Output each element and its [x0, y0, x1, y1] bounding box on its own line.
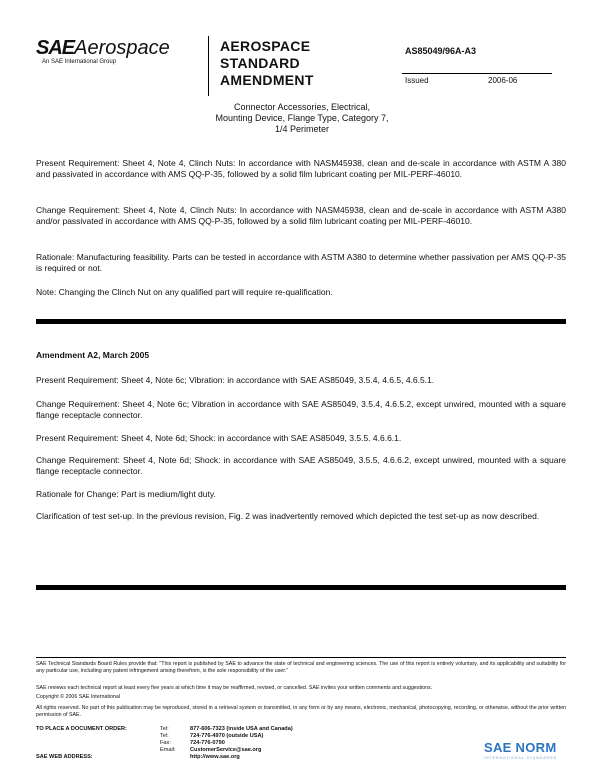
web-label: SAE WEB ADDRESS: — [36, 754, 93, 760]
sae-norm-watermark — [484, 740, 596, 772]
doc-type-line: AMENDMENT — [220, 72, 314, 88]
footer-rule — [36, 657, 566, 658]
title-line: 1/4 Perimeter — [274, 124, 330, 134]
rationale-manufacturing: Rationale: Manufacturing feasibility. Parts can be tested in accordance with ASTM A380 to determine whether passivation per AMS QQ-P-35 is required or not. — [36, 252, 566, 273]
fax-number: 724-776-0790 — [190, 740, 225, 746]
header-divider — [208, 36, 209, 96]
tel-outside-usa: 724-776-4970 (outside USA) — [190, 733, 264, 739]
footer-rights-notice: All rights reserved. No part of this publication may be reproduced, stored in a retrieval system or transmitted, in any form or by any means, electronic, mechanical, photocopying, recording, or otherwise, without the prior written permission of SAE. — [36, 705, 566, 718]
order-label: TO PLACE A DOCUMENT ORDER: — [36, 726, 127, 732]
tel-inside-usa: 877-606-7323 (inside USA and Canada) — [190, 726, 293, 732]
watermark-text: SAE NORM — [484, 740, 557, 755]
amendment-heading: Amendment A2, March 2005 — [36, 350, 150, 360]
title-line: Mounting Device, Flange Type, Category 7, — [215, 113, 389, 123]
document-type — [220, 38, 314, 89]
doc-type-line: AEROSPACE — [220, 38, 311, 54]
web-address[interactable]: http://www.sae.org — [190, 754, 240, 760]
order-contact-table — [36, 726, 293, 761]
email-address[interactable]: CustomerService@sae.org — [190, 747, 262, 753]
logo-brand: SAE — [36, 37, 75, 59]
present-requirement-clinch-nuts: Present Requirement: Sheet 4, Note 4, Clinch Nuts: In accordance with NASM45938, clean and de-scale in accordance with ASTM A 380 and passivated in accordance with AMS QQ-P-35, followed by a solid film lubricant coating per MIL-PERF-46010. — [36, 158, 566, 179]
tel-label: Tel: — [160, 733, 169, 739]
section-divider-bar — [36, 585, 566, 590]
document-title — [170, 102, 434, 135]
test-setup-clarification: Clarification of test set-up. In the previous revision, Fig. 2 was inadvertently removed which depicted the test set-up as now described. — [36, 511, 540, 521]
issued-label: Issued — [405, 76, 429, 85]
logo-word: Aerospace — [74, 37, 170, 59]
email-label: Email: — [160, 747, 176, 753]
present-requirement-vibration: Present Requirement: Sheet 4, Note 6c; Vibration: in accordance with SAE AS85049, 3.5.4, 4.6.5, 4.6.5.1. — [36, 375, 435, 385]
header-rule — [402, 73, 552, 74]
footer-review-notice: SAE reviews each technical report at least every five years at which time it may be reaffirmed, revised, or cancelled. SAE invites your written comments and suggestions. — [36, 685, 433, 691]
sae-aerospace-logo — [36, 38, 196, 78]
present-requirement-shock: Present Requirement: Sheet 4, Note 6d; Shock: in accordance with SAE AS85049, 3.5.5. 4.6.6.1. — [36, 433, 402, 443]
footer-copyright: Copyright © 2006 SAE International — [36, 694, 120, 700]
change-requirement-shock: Change Requirement: Sheet 4, Note 6d; Shock: in accordance with SAE AS85049, 3.5.5, 4.6.6.2, except unwired, mounted with a square flange receptacle connector. — [36, 455, 566, 476]
section-divider-bar — [36, 319, 566, 324]
title-line: Connector Accessories, Electrical, — [233, 102, 371, 112]
change-requirement-vibration: Change Requirement: Sheet 4, Note 6c; Vibration in accordance with SAE AS85049, 3.5.4, 4.6.5.2, except unwired, mounted with a square flange receptacle connector. — [36, 399, 566, 420]
document-number: AS85049/96A-A3 — [405, 46, 477, 56]
issued-date: 2006-06 — [488, 76, 518, 85]
tel-label: Tel: — [160, 726, 169, 732]
logo-subtitle: An SAE International Group — [42, 59, 117, 65]
note-requalification: Note: Changing the Clinch Nut on any qualified part will require re-qualification. — [36, 287, 333, 297]
rationale-for-change: Rationale for Change: Part is medium/light duty. — [36, 489, 216, 499]
watermark-subtext: INTERNATIONAL STANDARDS — [484, 756, 557, 760]
footer-rules-notice: SAE Technical Standards Board Rules provide that: "This report is published by SAE to advance the state of technical and engineering sciences. The use of this report is entirely voluntary, and its applicability and suitability for any particular use, including any patent infringement arising therefrom, is the sole responsibility of the user." — [36, 661, 566, 674]
doc-type-line: STANDARD — [220, 55, 300, 71]
change-requirement-clinch-nuts: Change Requirement: Sheet 4, Note 4, Clinch Nuts: In accordance with NASM45938, clean and de-scale in accordance with ASTM A380 and/or passivated in accordance with AMS QQ-P-35, followed by a solid film lubricant coating per MIL-PERF-46010. — [36, 205, 566, 226]
fax-label: Fax: — [160, 740, 171, 746]
